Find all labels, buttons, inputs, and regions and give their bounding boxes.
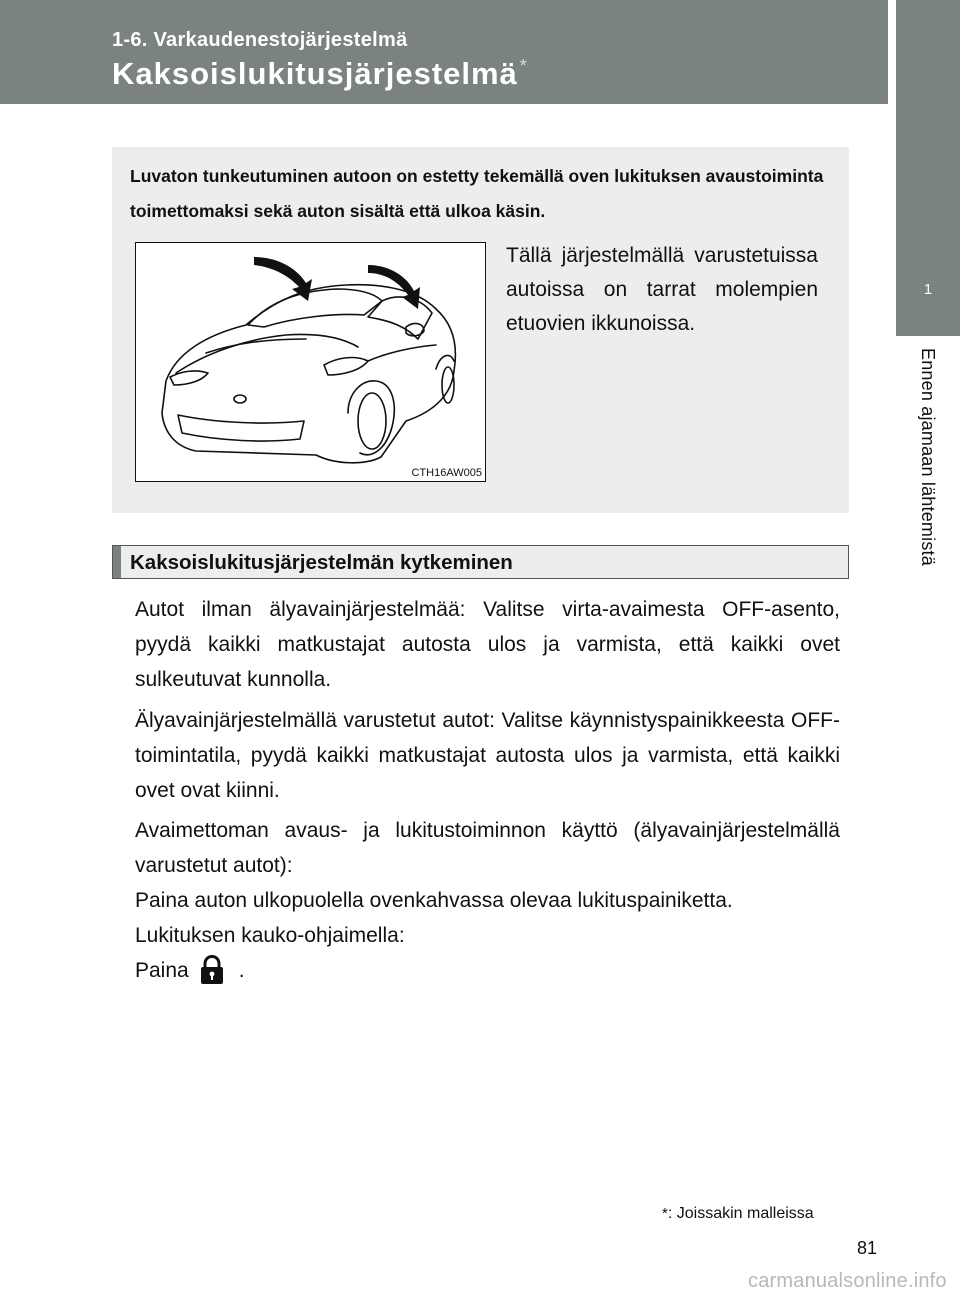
remote-intro: Lukituksen kauko-ohjaimella: [135,924,405,947]
car-drawing [136,243,486,482]
subsection-header-bar [113,546,121,578]
page-title-text: Kaksoislukitusjärjestelmä [112,56,518,91]
paragraph-smart-key: Älyavainjärjestelmällä varustetut autot: Valitse käynnistyspainikkeesta OFF-toimintatila, pyydä kaikki matkustajat autosta ulos ja varmista, että kaikki ovet ovat kiinni. [135,709,840,802]
remote-instruction [135,953,840,988]
subsection-header [112,545,849,579]
keyless-intro: Avaimettoman avaus- ja lukitustoiminnon käyttö (älyavainjärjestelmällä varustetut autot): [135,819,840,877]
figure-code: CTH16AW005 [411,467,482,479]
intro-box [112,147,849,513]
padlock-icon [199,955,225,985]
subsection-title: Kaksoislukitusjärjestelmän kytkeminen [130,551,513,574]
car-illustration [135,242,486,482]
page-title [112,56,528,92]
paragraph-no-smart-key: Autot ilman älyavainjärjestelmää: Valitse virta-avaimesta OFF-asento, pyydä kaikki matkustajat autosta ulos ja varmista, että kaikki ovet sulkeutuvat kunnolla. [135,598,840,691]
chapter-side-tab [896,0,960,1299]
section-title: 1-6. Varkaudenestojärjestelmä [112,29,408,51]
keyless-instruction: Paina auton ulkopuolella ovenkahvassa olevaa lukituspainiketta. [135,889,733,912]
press-label: Paina [135,959,189,982]
period: . [238,959,245,982]
paragraph-keyless [135,813,840,988]
intro-side-text: Tällä järjestelmällä varustetuissa autoissa on tarrat molempien etuovien ikkunoissa. [506,244,818,335]
chapter-number: 1 [923,281,933,298]
optional-feature-mark: * [519,56,528,76]
watermark: carmanualsonline.info [748,1270,947,1292]
footnote [662,1205,814,1223]
side-tab-top-block [896,0,960,232]
intro-lead-text: Luvaton tunkeutuminen autoon on estetty tekemällä oven lukituksen avaustoiminta toimettomaksi sekä auton sisältä että ulkoa käsin. [130,166,824,221]
footnote-text: : Joissakin malleissa [667,1205,814,1222]
chapter-label: Ennen ajamaan lähtemistä [918,348,938,566]
footnote-mark: * [662,1205,668,1222]
page-number: 81 [857,1238,878,1258]
chapter-header [0,0,888,104]
